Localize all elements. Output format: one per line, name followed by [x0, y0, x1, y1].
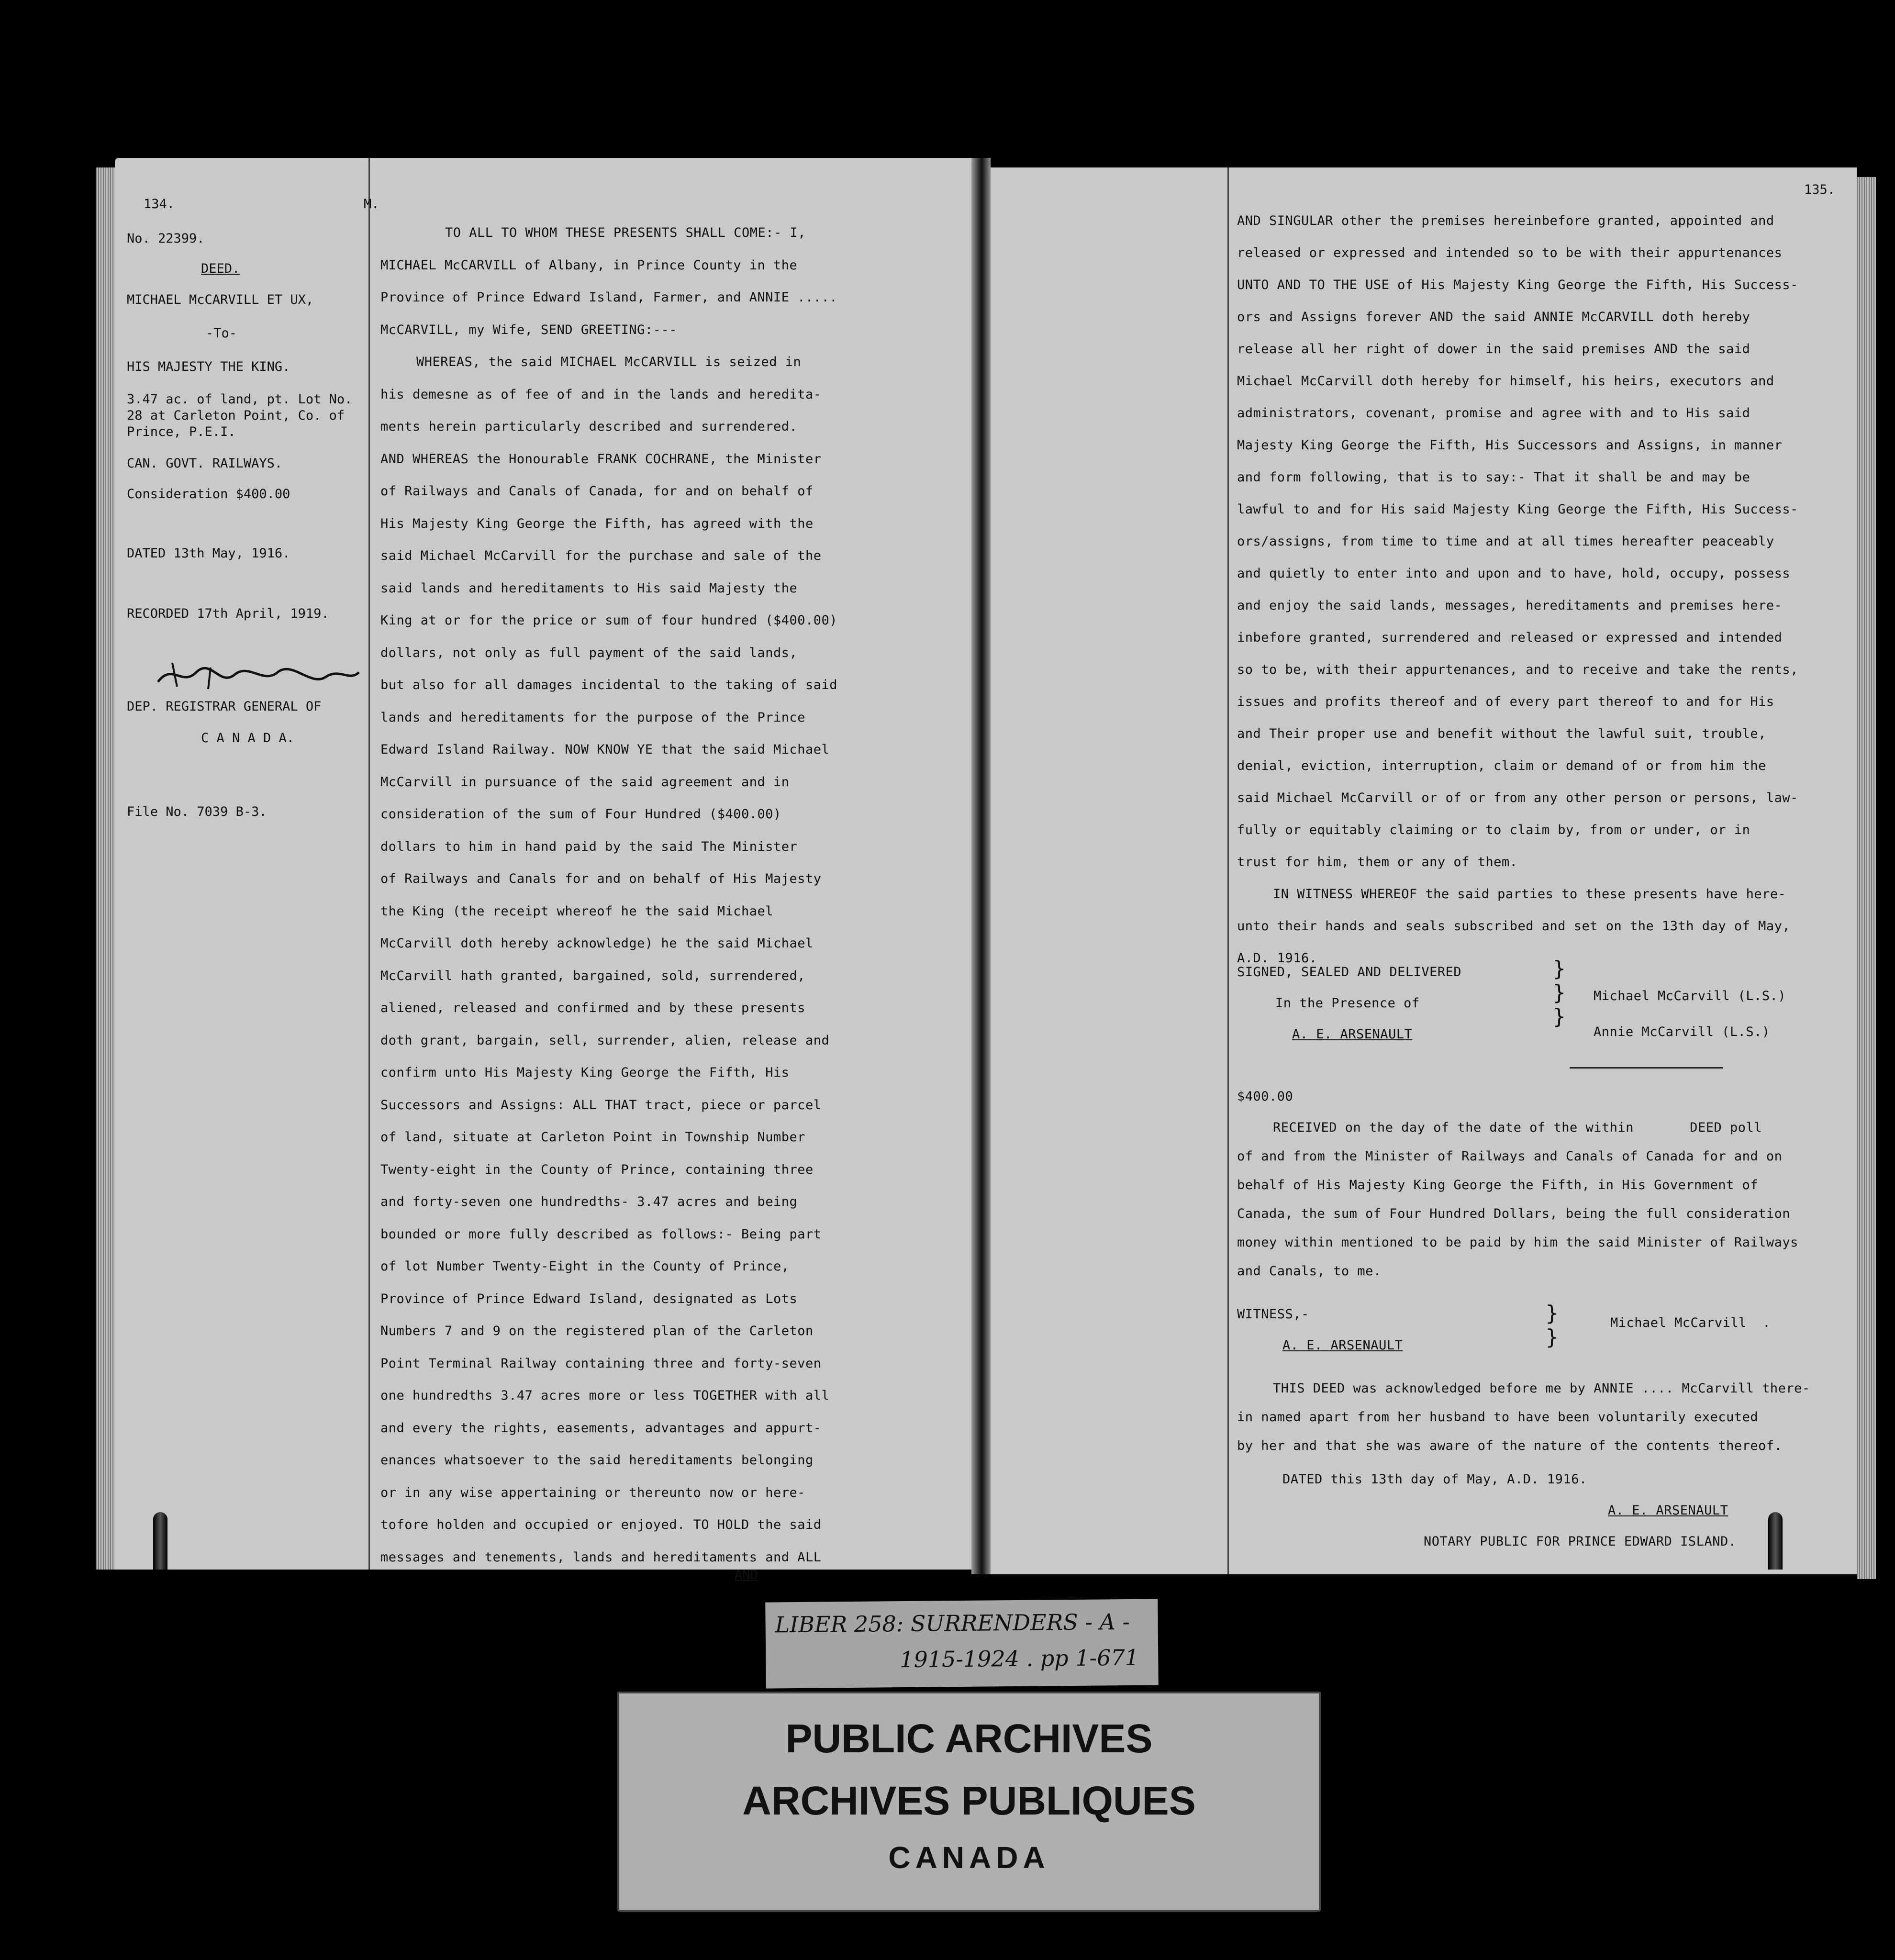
text-line: and Their proper use and benefit without the lawful suit, trouble, — [1237, 726, 1766, 741]
text-line: dollars to him in hand paid by the said The Minister — [380, 839, 798, 854]
text-line: lawful to and for His said Majesty King George the Fifth, His Success- — [1237, 502, 1798, 517]
text-line: and form following, that is to say:- That it shall be and may be — [1237, 470, 1750, 485]
text-line: Numbers 7 and 9 on the registered plan of the Carleton — [380, 1324, 814, 1338]
text-line: said lands and hereditaments to His said Majesty the — [380, 580, 798, 596]
page-edge-left — [96, 167, 115, 1570]
witness-label: WITNESS,- — [1237, 1307, 1309, 1322]
signature-rule — [1570, 1067, 1723, 1069]
text-line: AND WHEREAS the Honourable FRANK COCHRANE, the Minister — [380, 451, 822, 467]
text-line: Twenty-eight in the County of Prince, containing three — [380, 1162, 814, 1177]
register-letter: M. — [364, 197, 379, 212]
file-number: File No. 7039 B-3. — [127, 804, 267, 819]
text-line: Province of Prince Edward Island, Farmer, and ANNIE ..... — [380, 290, 838, 305]
recorded-note: RECORDED 17th April, 1919. — [127, 606, 329, 621]
deed-heading: DEED. — [201, 261, 240, 276]
text-line: McCarvill hath granted, bargained, sold, surrendered, — [380, 968, 806, 983]
document-number: No. 22399. — [127, 231, 205, 246]
receipt-signer: Michael McCarvill . — [1610, 1315, 1771, 1330]
text-line: doth grant, bargain, sell, surrender, alien, release and — [380, 1033, 830, 1048]
text-line: enances whatsoever to the said hereditaments belonging — [380, 1453, 814, 1468]
receipt-amount: $400.00 — [1237, 1089, 1293, 1104]
text-line: behalf of His Majesty King George the Fifth, in His Government of — [1237, 1178, 1759, 1192]
archive-label-fr: ARCHIVES PUBLIQUES — [742, 1778, 1196, 1823]
text-line: tofore holden and occupied or enjoyed. TO HOLD the said — [380, 1517, 822, 1532]
text-line: aliened, released and confirmed and by these presents — [380, 1001, 806, 1015]
witness-name: A. E. ARSENAULT — [1292, 1027, 1413, 1042]
land-description: 3.47 ac. of land, pt. Lot No. — [127, 392, 353, 407]
text-line: one hundredths 3.47 acres more or less TOGETHER with all — [380, 1388, 830, 1403]
text-line: dollars, not only as full payment of the said lands, — [380, 645, 798, 660]
text-line: and Canals, to me. — [1237, 1264, 1382, 1279]
book-clip-left — [153, 1512, 167, 1570]
text-line: denial, eviction, interruption, claim or demand of or from him the — [1237, 758, 1766, 773]
text-line: but also for all damages incidental to the taking of said — [380, 678, 838, 692]
text-line: Canada, the sum of Four Hundred Dollars, being the full consideration — [1237, 1206, 1791, 1221]
text-line: and quietly to enter into and upon and to have, hold, occupy, possess — [1237, 566, 1791, 581]
text-line: the King (the receipt whereof he the said Michael — [380, 903, 774, 919]
text-line: of Railways and Canals for and on behalf of His Majesty — [380, 871, 822, 886]
registrar-title: DEP. REGISTRAR GENERAL OF — [127, 699, 322, 714]
text-line: King at or for the price or sum of four hundred ($400.00) — [380, 613, 838, 628]
liber-line: LIBER 258: SURRENDERS - A - — [775, 1608, 1130, 1638]
text-line: in named apart from her husband to have been voluntarily executed — [1237, 1410, 1759, 1425]
archive-label-country: CANADA — [888, 1840, 1050, 1875]
registrar-country: C A N A D A. — [201, 731, 295, 746]
text-line: trust for him, them or any of them. — [1237, 855, 1518, 869]
text-line: bounded or more fully described as follows:- Being part — [380, 1226, 822, 1242]
text-line: McCarvill doth hereby acknowledge) he the said Michael — [380, 936, 814, 951]
text-line: Successors and Assigns: ALL THAT tract, piece or parcel — [380, 1097, 822, 1113]
text-line: RECEIVED on the day of the date of the within DEED poll — [1273, 1120, 1762, 1135]
text-line: and enjoy the said lands, messages, hereditaments and premises here- — [1237, 598, 1783, 613]
text-line: Point Terminal Railway containing three and forty-seven — [380, 1356, 822, 1371]
text-line: confirm unto His Majesty King George the Fifth, His — [380, 1065, 790, 1080]
book-gutter — [971, 158, 991, 1574]
open-register-book — [115, 158, 1857, 1582]
text-line: UNTO AND TO THE USE of His Majesty King George the Fifth, His Success- — [1237, 278, 1798, 292]
page-number: 135. — [1804, 182, 1836, 197]
land-description: Prince, P.E.I. — [127, 424, 236, 439]
page-edge-right — [1857, 177, 1876, 1579]
text-line: Majesty King George the Fifth, His Successors and Assigns, in manner — [1237, 438, 1783, 453]
text-line: McCARVILL, my Wife, SEND GREETING:--- — [380, 322, 677, 337]
bracket: } } } — [1553, 957, 1566, 1029]
text-line: and forty-seven one hundredths- 3.47 acres and being — [380, 1194, 798, 1209]
parties-to: -To- — [206, 326, 237, 341]
archive-label-en: PUBLIC ARCHIVES — [785, 1716, 1153, 1761]
text-line: AND SINGULAR other the premises hereinbefore granted, appointed and — [1237, 213, 1774, 228]
text-line: release all her right of dower in the said premises AND the said — [1237, 342, 1750, 356]
witness-name: A. E. ARSENAULT — [1282, 1338, 1403, 1353]
text-line: unto their hands and seals subscribed and set on the 13th day of May, — [1237, 919, 1791, 934]
text-line: WHEREAS, the said MICHAEL McCARVILL is seized in — [416, 355, 802, 369]
in-presence: In the Presence of — [1275, 996, 1420, 1011]
registrar-signature — [153, 658, 364, 696]
text-line: administrators, covenant, promise and agree with and to His said — [1237, 406, 1750, 421]
text-line: His Majesty King George the Fifth, has agreed with the — [380, 516, 814, 531]
text-line: so to be, with their appurtenances, and to receive and take the rents, — [1237, 662, 1798, 677]
signer-michael: Michael McCarvill (L.S.) — [1594, 989, 1786, 1003]
dated-note: DATED 13th May, 1916. — [127, 546, 290, 561]
text-line: of land, situate at Carleton Point in Township Number — [380, 1130, 806, 1145]
text-line: McCarvill in pursuance of the said agreement and in — [380, 774, 790, 790]
text-line: released or expressed and intended so to be with their appurtenances — [1237, 245, 1783, 260]
handwritten-liber-label — [765, 1599, 1159, 1688]
text-line: and every the rights, easements, advantages and appurt- — [380, 1420, 822, 1436]
margin-divider — [368, 158, 370, 1570]
text-line: by her and that she was aware of the nature of the contents thereof. — [1237, 1438, 1783, 1453]
text-line: MICHAEL McCARVILL of Albany, in Prince County in the — [380, 257, 798, 273]
text-line: issues and profits thereof and of every part thereof to and for His — [1237, 694, 1774, 709]
signer-annie: Annie McCarvill (L.S.) — [1594, 1025, 1770, 1039]
right-page — [991, 167, 1857, 1574]
text-line: ors/assigns, from time to time and at all times hereafter peaceably — [1237, 534, 1774, 549]
text-line: A.D. 1916. — [1237, 951, 1317, 966]
left-page — [115, 158, 971, 1582]
consideration-note: Consideration $400.00 — [127, 487, 290, 501]
text-line: Edward Island Railway. NOW KNOW YE that the said Michael — [380, 742, 830, 757]
text-line: ments herein particularly described and surrendered. — [380, 419, 798, 434]
page-number: 134. — [144, 197, 175, 212]
liber-line: 1915-1924 . pp 1-671 — [900, 1644, 1139, 1673]
notary-title: NOTARY PUBLIC FOR PRINCE EDWARD ISLAND. — [1424, 1534, 1737, 1549]
text-line: of lot Number Twenty-Eight in the County of Prince, — [380, 1259, 790, 1274]
text-line: of and from the Minister of Railways and Canals of Canada for and on — [1237, 1149, 1783, 1164]
land-description: 28 at Carleton Point, Co. of — [127, 408, 345, 423]
parties-line: MICHAEL McCARVILL ET UX, — [127, 292, 314, 307]
book-clip-right — [1768, 1512, 1783, 1570]
text-line: IN WITNESS WHEREOF the said parties to these presents have here- — [1273, 887, 1786, 902]
text-line: said Michael McCarvill or of or from any other person or persons, law- — [1237, 791, 1798, 805]
parties-king: HIS MAJESTY THE KING. — [127, 359, 290, 374]
signed-sealed: SIGNED, SEALED AND DELIVERED — [1237, 965, 1462, 980]
notary-name: A. E. ARSENAULT — [1608, 1503, 1728, 1518]
archive-label-card — [617, 1692, 1321, 1912]
text-line: messages and tenements, lands and hereditaments and ALL — [380, 1549, 822, 1565]
text-line: TO ALL TO WHOM THESE PRESENTS SHALL COME:- I, — [445, 225, 806, 240]
text-line: ors and Assigns forever AND the said ANNIE McCARVILL doth hereby — [1237, 310, 1750, 324]
text-line: or in any wise appertaining or thereunto now or here- — [380, 1485, 806, 1500]
margin-divider — [1227, 167, 1229, 1574]
text-line: Province of Prince Edward Island, designated as Lots — [380, 1291, 798, 1306]
text-line: said Michael McCarvill for the purchase and sale of the — [380, 548, 822, 563]
text-line: his demesne as of fee of and in the lands and heredita- — [380, 387, 822, 402]
text-line: consideration of the sum of Four Hundred ($400.00) — [380, 807, 781, 822]
bracket: } } — [1546, 1301, 1559, 1349]
text-line: inbefore granted, surrendered and released or expressed and intended — [1237, 630, 1783, 645]
dated-this: DATED this 13th day of May, A.D. 1916. — [1282, 1472, 1587, 1487]
text-line: fully or equitably claiming or to claim by, from or under, or in — [1237, 823, 1750, 837]
text-line: THIS DEED was acknowledged before me by ANNIE .... McCarvill there- — [1273, 1381, 1810, 1396]
catchword: AND — [735, 1568, 758, 1582]
text-line: of Railways and Canals of Canada, for and on behalf of — [380, 484, 814, 499]
text-line: lands and hereditaments for the purpose of the Prince — [380, 710, 806, 725]
text-line: money within mentioned to be paid by him the said Minister of Railways — [1237, 1235, 1798, 1250]
text-line: Michael McCarvill doth hereby for himself, his heirs, executors and — [1237, 374, 1774, 389]
railways-note: CAN. GOVT. RAILWAYS. — [127, 456, 283, 471]
